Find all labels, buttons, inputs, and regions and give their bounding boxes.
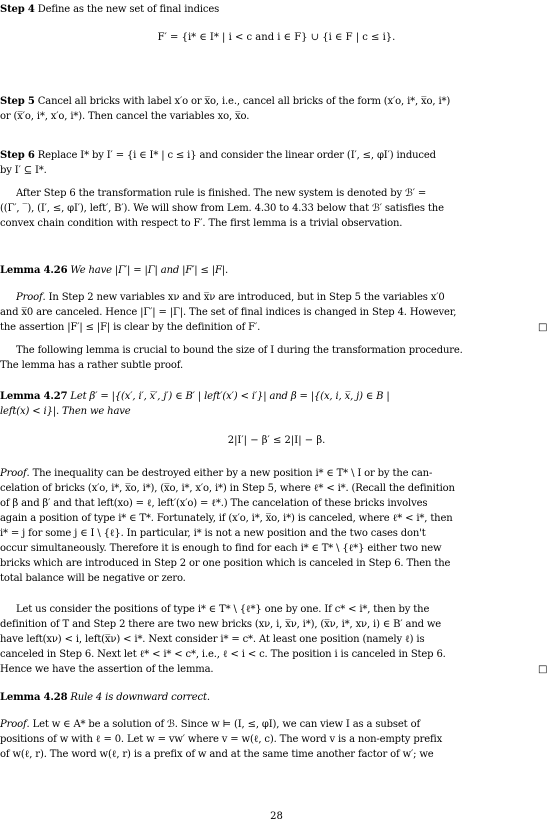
paragraph-line: Let us consider the positions of type i* ∈ T* \ {ℓ*} one by one. If c* < i*, then by the <box>16 604 430 615</box>
lemma-4-27-heading: Lemma 4.27 <box>0 391 68 402</box>
step-5-line-2: or (x̅′o, i*, x′o, i*). Then cancel the variables xo, x̅o. <box>0 111 250 122</box>
step-6-heading: Step 6 <box>0 150 35 161</box>
paragraph-line: Hence we have the assertion of the lemma. <box>0 664 214 675</box>
lemma-4-28-statement: Rule 4 is downward correct. <box>67 692 210 703</box>
paragraph-line: of w(ℓ, r). The word w(ℓ, r) is a prefix of w and at the same time another factor of w′; we <box>0 749 434 760</box>
lemma-4-26-statement: We have |Γ′| = |Γ| and |F′| ≤ |F|. <box>67 265 229 276</box>
lemma-4-27-formula: 2|I′| − β′ ≤ 2|I| − β. <box>227 435 326 446</box>
paragraph-line: have left(xν) < i, left(x̅ν) < i*. Next consider i* = c*. At least one position (namely ℓ) is <box>0 634 425 645</box>
paragraph-line: After Step 6 the transformation rule is finished. The new system is denoted by ℬ′ = <box>16 188 427 199</box>
step-5-heading: Step 5 <box>0 96 35 107</box>
paragraph-line: again a position of type i* ∈ T*. Fortunately, if (x′o, i*, x̅o, i*) is canceled, where ℓ* < i*, then <box>0 513 453 524</box>
proof-label: Proof <box>16 292 43 303</box>
paragraph-line: of β and β′ and that left(xo) = ℓ, left′(x′o) = ℓ*.) The cancelation of these bricks involves <box>0 498 428 509</box>
step-6-line-2: by I′ ⊆ I*. <box>0 165 47 176</box>
paragraph-line: positions of w with ℓ = 0. Let w = vw′ where v = w(ℓ, c). The word v is a non-empty prefix <box>0 734 443 745</box>
paragraph-line: . The inequality can be destroyed either by a new position i* ∈ T* \ I or by the can- <box>26 468 433 479</box>
lemma-4-26-heading: Lemma 4.26 <box>0 265 68 276</box>
paragraph-line: bricks which are introduced in Step 2 or one position which is canceled in Step 6. Then the <box>0 558 451 569</box>
paragraph-line: canceled in Step 6. Next let ℓ* < i* < c*, i.e., ℓ < i < c. The position i is canceled in Step 6. <box>0 649 446 660</box>
paragraph-line: and x̅0 are canceled. Hence |Γ′| = |Γ|. The set of final indices is changed in Step 4. However, <box>0 307 457 318</box>
paragraph-line: The lemma has a rather subtle proof. <box>0 360 183 371</box>
qed-symbol: □ <box>538 322 548 333</box>
proof-label: Proof <box>0 468 27 479</box>
paragraph-line: . In Step 2 new variables xν and x̅ν are introduced, but in Step 5 the variables x′0 <box>42 292 445 303</box>
paragraph-line: definition of T and Step 2 there are two new bricks (xν, i, x̅ν, i*), (x̅ν, i*, xν, i) ∈ B′ and we <box>0 619 442 630</box>
proof-label: Proof <box>0 719 27 730</box>
paragraph-line: i* = j for some j ∈ I \ {ℓ}. In particular, i* is not a new position and the two cases don't <box>0 528 426 539</box>
paragraph-line: occur simultaneously. Therefore it is enough to find for each i* ∈ T* \ {ℓ*} either two new <box>0 543 442 554</box>
qed-symbol: □ <box>538 664 548 675</box>
paragraph-line: The following lemma is crucial to bound the size of I during the transformation procedure. <box>16 345 463 356</box>
step-4-formula: F′ = {i* ∈ I* | i < c and i ∈ F} ∪ {i ∈ F | c ≤ i}. <box>157 32 396 43</box>
paragraph-line: total balance will be negative or zero. <box>0 573 186 584</box>
page-number: 28 <box>270 811 283 822</box>
paragraph-line: convex chain condition with respect to F′. The first lemma is a trivial observation. <box>0 218 403 229</box>
step-6-line-1: Replace I* by I′ = {i ∈ I* | c ≤ i} and consider the linear order (I′, ≤, φI′) induced <box>34 150 436 161</box>
step-4-text: Define as the new set of final indices <box>34 4 220 15</box>
step-5-line-1: Cancel all bricks with label x′o or x̅o, i.e., cancel all bricks of the form (x′o, i*, x̅o, i*) <box>34 96 451 107</box>
paragraph-line: . Let w ∈ A* be a solution of ℬ. Since w ⊨ (I, ≤, φI), we can view I as a subset of <box>26 719 420 730</box>
step-4-heading: Step 4 <box>0 4 35 15</box>
lemma-4-27-line-1: Let β′ = |{(x′, i′, x̅′, j′) ∈ B′ | left′(x′) < i′}| and β = |{(x, i, x̅, j) ∈ B | <box>67 391 390 402</box>
paragraph-line: the assertion |F′| ≤ |F| is clear by the definition of F′. <box>0 322 261 333</box>
lemma-4-28-heading: Lemma 4.28 <box>0 692 68 703</box>
lemma-4-27-line-2: left(x) < i}|. Then we have <box>0 406 131 417</box>
paragraph-line: celation of bricks (x′o, i*, x̅o, i*), (x̅o, i*, x′o, i*) in Step 5, where ℓ* < i*. (Recall the definition <box>0 483 455 494</box>
paragraph-line: ((Γ′, ‾), (I′, ≤, φI′), left′, B′). We will show from Lem. 4.30 to 4.33 below that ℬ′ satisfies the <box>0 203 444 214</box>
